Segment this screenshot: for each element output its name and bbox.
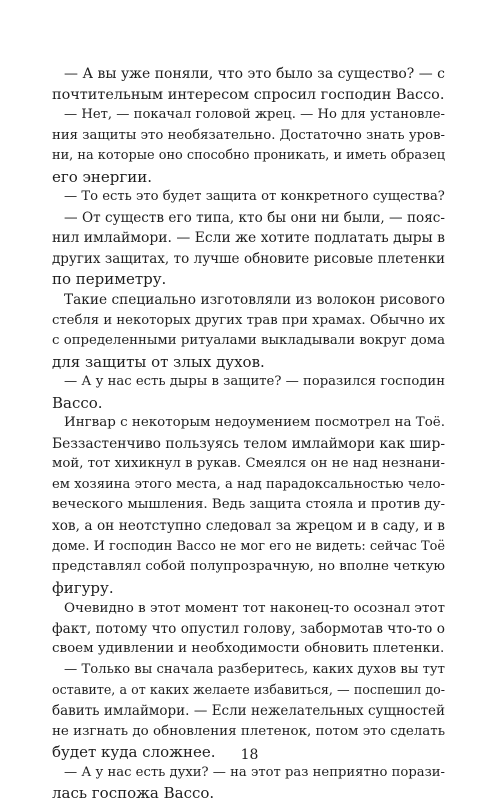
text-line: — А вы уже поняли, что это было за существо? — с [64, 66, 445, 82]
text-line: представлял собой полупрозрачную, но вполне четкую [52, 559, 445, 575]
text-line: Такие специально изготовляли из волокон рисового [64, 292, 445, 309]
text-line: ни, на которые оно способно проникать, и иметь образец [52, 148, 445, 164]
text-line: почтительным интересом спросил господин Вассо. [52, 86, 445, 103]
text-line: с определенными ритуалами выкладывали вокруг дома [52, 333, 445, 349]
text-line: не изгнать до обновления плетенок, потом это сделать [52, 723, 445, 739]
text-line: — Только вы сначала разберитесь, каких духов вы тут [64, 661, 445, 677]
text-line: мой, тот хихикнул в рукав. Смеялся он не над незнани- [52, 456, 445, 472]
text-line: ния защиты это необязательно. Достаточно знать уров- [52, 127, 445, 143]
text-line: хов, а он неотступно следовал за жрецом и в саду, и в [52, 518, 445, 535]
text-line: — От существ его типа, кто бы они ни были, — пояс- [64, 209, 445, 226]
text-line: лась госпожа Вассо. [52, 784, 215, 803]
text-line: веческого мышления. Ведь защита стояла и против ду- [52, 497, 445, 513]
text-line: ем хозяина этого места, а над парадоксальностью чело- [52, 476, 445, 492]
text-line: будет куда сложнее. [52, 743, 216, 762]
text-line: Ингвар с некоторым недоумением посмотрел на Тоё. [64, 415, 445, 431]
text-line: — А у нас есть дыры в защите? — поразился господин [64, 374, 445, 390]
text-line: Беззастенчиво пользуясь телом имлаймори как шир- [52, 435, 445, 452]
text-line: — Нет, — покачал головой жрец. — Но для установле- [64, 107, 445, 123]
text-line: бавить имлаймори. — Если нежелательных сущностей [52, 702, 445, 719]
text-line: — А у нас есть духи? — на этот раз неприятно порази- [64, 764, 445, 780]
text-line: Вассо. [52, 393, 103, 412]
text-line: нил имлаймори. — Если же хотите подлатать дыры в [52, 230, 445, 247]
text-line: других защитах, то лучше обновите рисовые плетенки [52, 250, 445, 267]
text-line: своем удивлении и необходимости обновить плетенки. [52, 641, 445, 657]
text-line: факт, потому что опустил голову, забормотав что-то о [52, 620, 445, 637]
page-body-text [52, 64, 445, 804]
page-number: 18 [240, 747, 259, 763]
text-line: Очевидно в этот момент тот наконец-то осознал этот [64, 600, 445, 617]
text-line: его энергии. [52, 167, 153, 186]
text-line: оставите, а от каких желаете избавиться, — поспешил до- [52, 682, 445, 698]
text-line: доме. И господин Вассо не мог его не видеть: сейчас Тоё [52, 538, 445, 554]
text-line: по периметру. [52, 270, 167, 289]
text-line: — То есть это будет защита от конкретного существа? [64, 189, 445, 205]
text-line: стебля и некоторых других трав при храмах. Обычно их [52, 312, 445, 328]
text-line: фигуру. [52, 578, 114, 597]
text-line: для защиты от злых духов. [52, 352, 265, 371]
